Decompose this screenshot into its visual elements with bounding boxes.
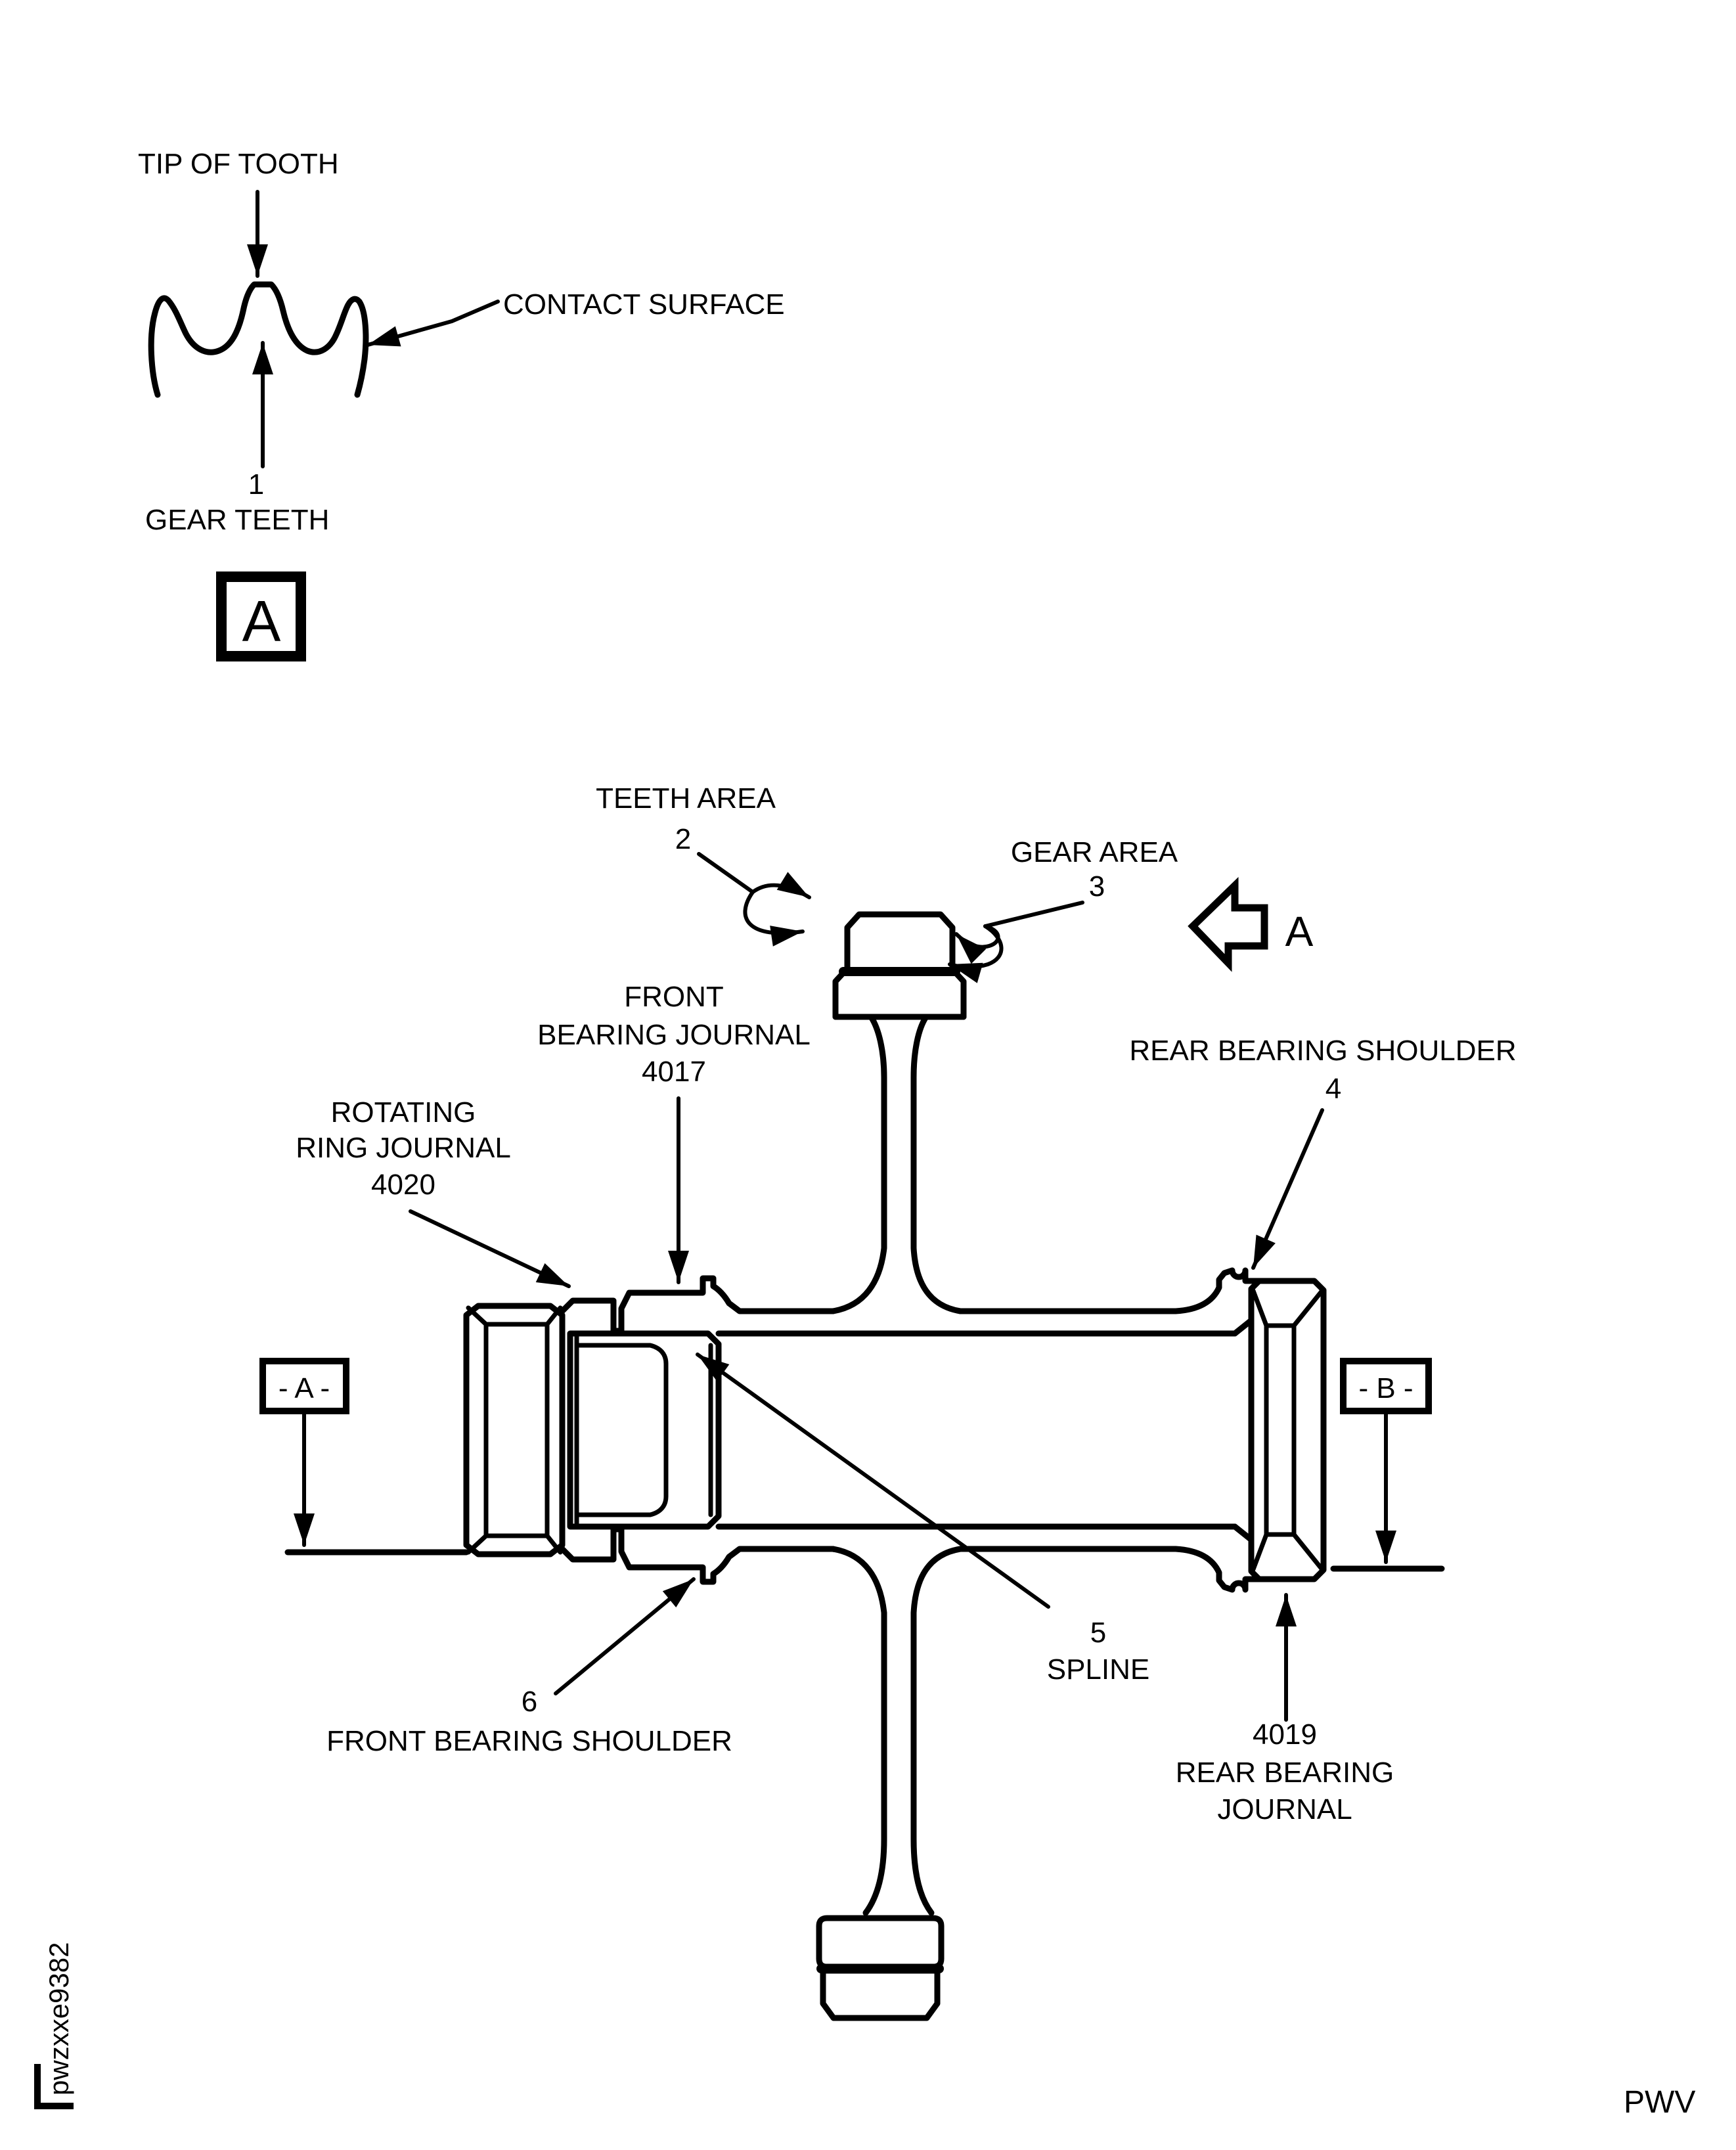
rear-bearing-journal-number: 4019 [1253,1718,1317,1751]
rotating-ring-journal-line1: ROTATING [330,1096,476,1129]
gearshaft-drawing [466,914,1324,2018]
front-bearing-shoulder-arrow [556,1579,694,1693]
lower-gear-teeth-block [823,1971,937,2018]
gear-area-number: 3 [1088,870,1105,903]
lower-web-left-edge [833,1549,884,1913]
callout-spline [698,1355,1149,1686]
rear-bearing-shoulder-bottom-profile [960,1549,1259,1590]
rotating-ring-journal-arrow [411,1211,569,1286]
gear-tooth-detail [138,148,785,656]
datum-a [263,1361,466,1552]
datum-b [1333,1361,1442,1569]
callout-rear-bearing-journal [1176,1595,1394,1825]
rotating-ring-journal-line2: RING JOURNAL [296,1132,511,1164]
spline-label: SPLINE [1046,1653,1150,1686]
rotating-ring-journal-number: 4020 [371,1169,435,1201]
rear-bearing-shoulder-top-profile [960,1270,1259,1311]
gear-teeth-label: GEAR TEETH [145,504,330,536]
view-arrow-icon [1193,885,1264,963]
teeth-area-label: TEETH AREA [596,782,776,815]
rear-section-chamfer-tr [1294,1291,1322,1326]
rear-bearing-journal-line2: JOURNAL [1217,1793,1352,1825]
rear-bearing-shoulder-arrow [1253,1110,1322,1268]
detail-a-letter: A [242,589,281,654]
view-arrow-letter: A [1285,908,1314,955]
tooth-profile-curve [151,284,366,395]
front-bearing-journal-top-profile [562,1278,833,1331]
datum-a-label: - A - [278,1372,330,1404]
gear-area-label: GEAR AREA [1010,836,1178,868]
teeth-area-leader [699,854,753,892]
callout-teeth-area [596,782,809,933]
rear-section-chamfer-tl [1253,1291,1266,1326]
front-bearing-shoulder-bottom-profile [562,1529,833,1582]
rear-section-chamfer-bl [1253,1534,1266,1569]
spline-arrow [698,1355,1048,1607]
callout-gear-area [950,836,1178,967]
rear-bearing-journal-line1: REAR BEARING [1175,1757,1394,1789]
gear-teeth-block [847,914,952,970]
teeth-area-curl-arrow-1 [753,885,809,897]
gear-teeth-number: 1 [248,468,265,501]
figure-code-pwv: PWV [1624,2085,1696,2120]
front-bearing-journal-line1: FRONT [624,981,724,1013]
figure-code-vertical: pwzxxe9382 [43,1942,74,2095]
rear-bearing-shoulder-number: 4 [1325,1073,1342,1105]
spline-section [570,1333,719,1527]
front-bearing-journal-line2: BEARING JOURNAL [537,1019,811,1051]
callout-front-bearing-journal [537,981,811,1282]
teeth-area-number: 2 [675,823,692,855]
front-bearing-shoulder-label: FRONT BEARING SHOULDER [326,1725,732,1757]
teeth-area-curl-arrow-2 [745,892,803,933]
gear-web-right-edge [914,1017,960,1311]
callout-rotating-ring-journal [296,1096,569,1286]
rear-bearing-shoulder-label: REAR BEARING SHOULDER [1129,1035,1517,1067]
contact-surface-label: CONTACT SURFACE [503,288,785,321]
lower-gear-area-block [819,1918,941,1967]
spline-divider [577,1345,666,1515]
gear-area-block [835,973,964,1017]
callout-rear-bearing-shoulder [1129,1035,1516,1268]
front-bearing-journal-number: 4017 [642,1056,706,1088]
view-direction-arrow [1193,885,1314,963]
callout-front-bearing-shoulder [326,1579,732,1757]
spline-number: 5 [1090,1617,1107,1649]
gear-web-left-edge [833,1017,884,1311]
rear-section-chamfer-br [1294,1534,1322,1569]
contact-surface-leader [368,302,498,345]
lower-web-right-edge [914,1549,960,1913]
gear-area-leader [985,903,1082,926]
datum-b-label: - B - [1358,1372,1413,1404]
tip-of-tooth-label: TIP OF TOOTH [138,148,339,180]
front-bearing-shoulder-number: 6 [521,1686,538,1718]
